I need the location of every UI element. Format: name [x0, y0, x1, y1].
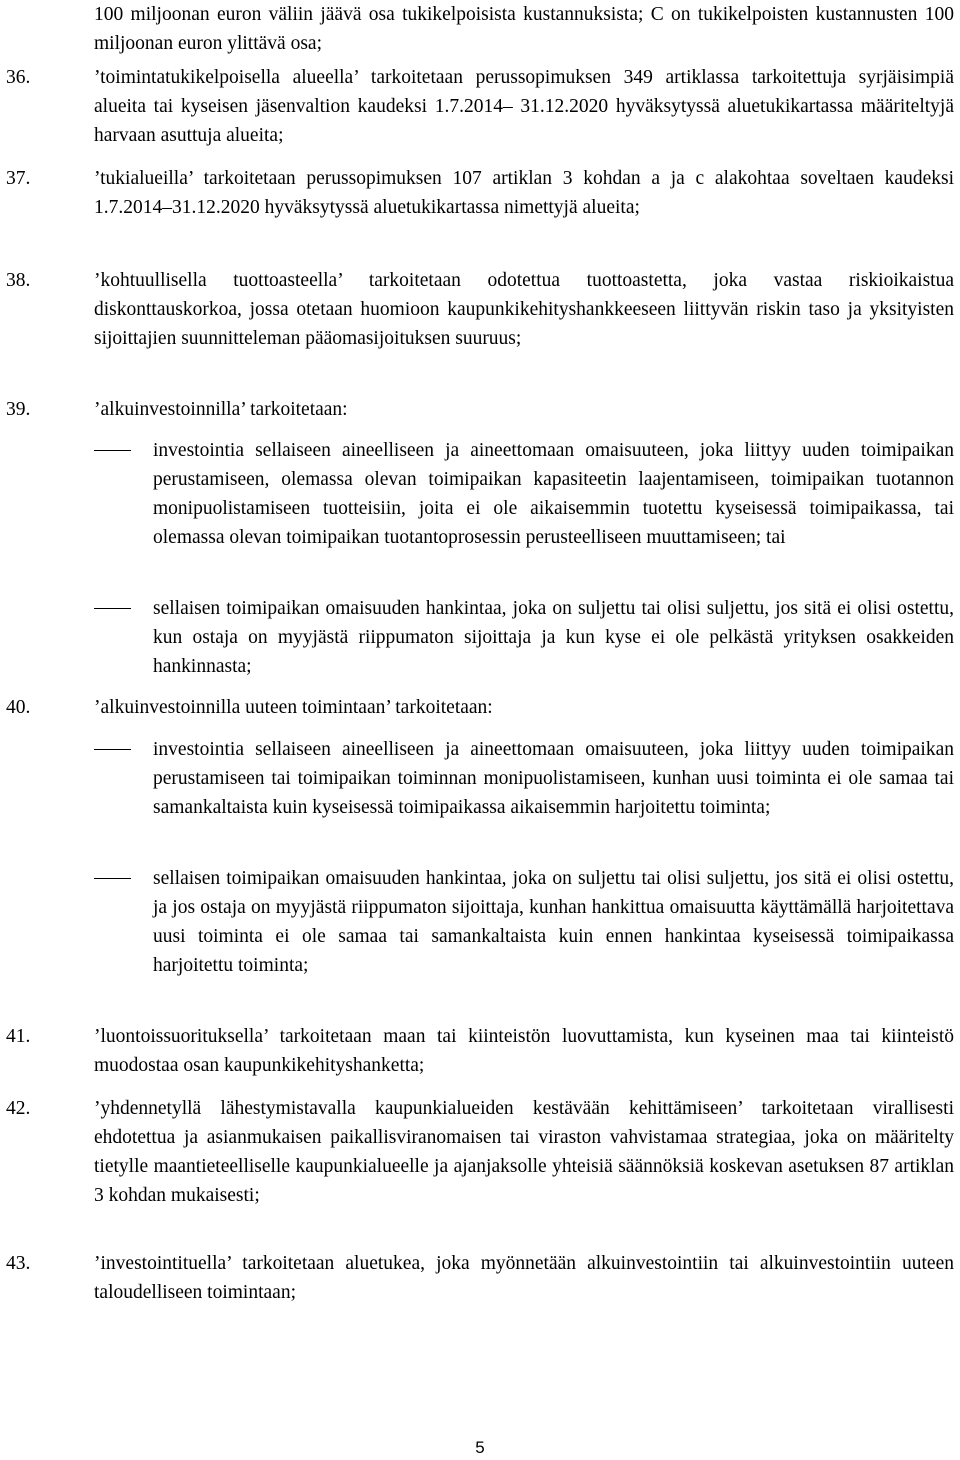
paragraph-text: ’alkuinvestoinnilla uuteen toimintaan’ tarkoitetaan: — [94, 697, 493, 718]
paragraph-number: 43. — [6, 1253, 31, 1274]
paragraph-text: ’yhdennetyllä lähestymistavalla kaupunkialueiden kestävään kehittämiseen’ tarkoitetaan virallisesti ehdotettua ja asianmukaisen paikallisviranomaisen tai viraston vahvistamaa strategiaa, joka on määritelty tietylle maantieteelliselle kaupunkialueelle ja ajanjaksolle yhteisiä säännöksiä koskevan asetuksen 87 artiklan 3 kohdan mukaisesti; — [94, 1098, 954, 1206]
paragraph-text: 100 miljoonan euron väliin jäävä osa tukikelpoisista kustannuksista; C on tukikelpoisten kustannusten 100 miljoonan euron ylittävä osa; — [94, 4, 954, 54]
subitem-text: sellaisen toimipaikan omaisuuden hankintaa, joka on suljettu tai olisi suljettu, jos sitä ei olisi ostettu, kun ostaja on myyjästä riippumaton sijoittaja ja kun kyse ei ole pelkästä yrityksen osakkeiden hankinnasta; — [153, 598, 954, 677]
paragraph-number: 40. — [6, 697, 31, 718]
paragraph-number: 36. — [6, 67, 31, 88]
paragraph-text: ’toimintatukikelpoisella alueella’ tarkoitetaan perussopimuksen 349 artiklassa tarkoitettuja syrjäisimpiä alueita tai kyseisen jäsenvaltion kaudeksi 1.7.2014– 31.12.2020 hyväksytyssä aluetukikartassa määriteltyjä harvaan asuttuja alueita; — [94, 67, 954, 146]
paragraph-text: ’alkuinvestoinnilla’ tarkoitetaan: — [94, 399, 348, 420]
paragraph-number: 38. — [6, 270, 31, 291]
paragraph-number: 37. — [6, 168, 31, 189]
paragraph-text: ’tukialueilla’ tarkoitetaan perussopimuksen 107 artiklan 3 kohdan a ja c alakohtaa soveltaen kaudeksi 1.7.2014–31.12.2020 hyväksytyssä aluetukikartassa nimettyjä alueita; — [94, 168, 954, 218]
dash-marker — [94, 450, 131, 451]
dash-marker — [94, 878, 131, 879]
subitem-text: investointia sellaiseen aineelliseen ja aineettomaan omaisuuteen, joka liittyy uuden toimipaikan perustamiseen, olemassa olevan toimipaikan kapasiteetin laajentamiseen, toimipaikan tuotannon monipuolistamiseen tuotteisiin, joita ei ole aikaisemmin tuotettu kyseisessä toimipaikassa, tai olemassa olevan toimipaikan tuotantoprosessin perusteelliseen muuttamiseen; tai — [153, 440, 954, 548]
subitem-text: investointia sellaiseen aineelliseen ja aineettomaan omaisuuteen, joka liittyy uuden toimipaikan perustamiseen tai toimipaikan toiminnan monipuolistamiseen, kunhan uusi toiminta ei ole samaa tai samankaltaista kuin kyseisessä toimipaikassa aikaisemmin harjoitettu toiminta; — [153, 739, 954, 818]
paragraph-text: ’investointituella’ tarkoitetaan aluetukea, joka myönnetään alkuinvestointiin tai alkuinvestointiin uuteen taloudelliseen toimintaan; — [94, 1253, 954, 1303]
page-number: 5 — [475, 1438, 485, 1457]
paragraph-text: ’luontoissuorituksella’ tarkoitetaan maan tai kiinteistön luovuttamista, kun kyseinen maa tai kiinteistö muodostaa osan kaupunkikehityshanketta; — [94, 1026, 954, 1076]
dash-marker — [94, 608, 131, 609]
paragraph-number: 42. — [6, 1098, 31, 1119]
paragraph-text: ’kohtuullisella tuottoasteella’ tarkoitetaan odotettua tuottoastetta, joka vastaa riskioikaistua diskonttauskorkoa, jossa otetaan huomioon kaupunkikehityshankkeeseen liittyvän riskin taso ja yksityisten sijoittajien suunnitteleman pääomasijoituksen suuruus; — [94, 270, 954, 349]
paragraph-number: 39. — [6, 399, 31, 420]
dash-marker — [94, 749, 131, 750]
subitem-text: sellaisen toimipaikan omaisuuden hankintaa, joka on suljettu tai olisi suljettu, jos sitä ei olisi ostettu, ja jos ostaja on myyjästä riippumaton sijoittaja, kunhan hankittua omaisuutta käyttämällä harjoitettava uusi toiminta ei ole samaa tai samankaltaista kuin ennen hankintaa kyseisessä toimipaikassa harjoitettu toiminta; — [153, 868, 954, 976]
paragraph-number: 41. — [6, 1026, 31, 1047]
